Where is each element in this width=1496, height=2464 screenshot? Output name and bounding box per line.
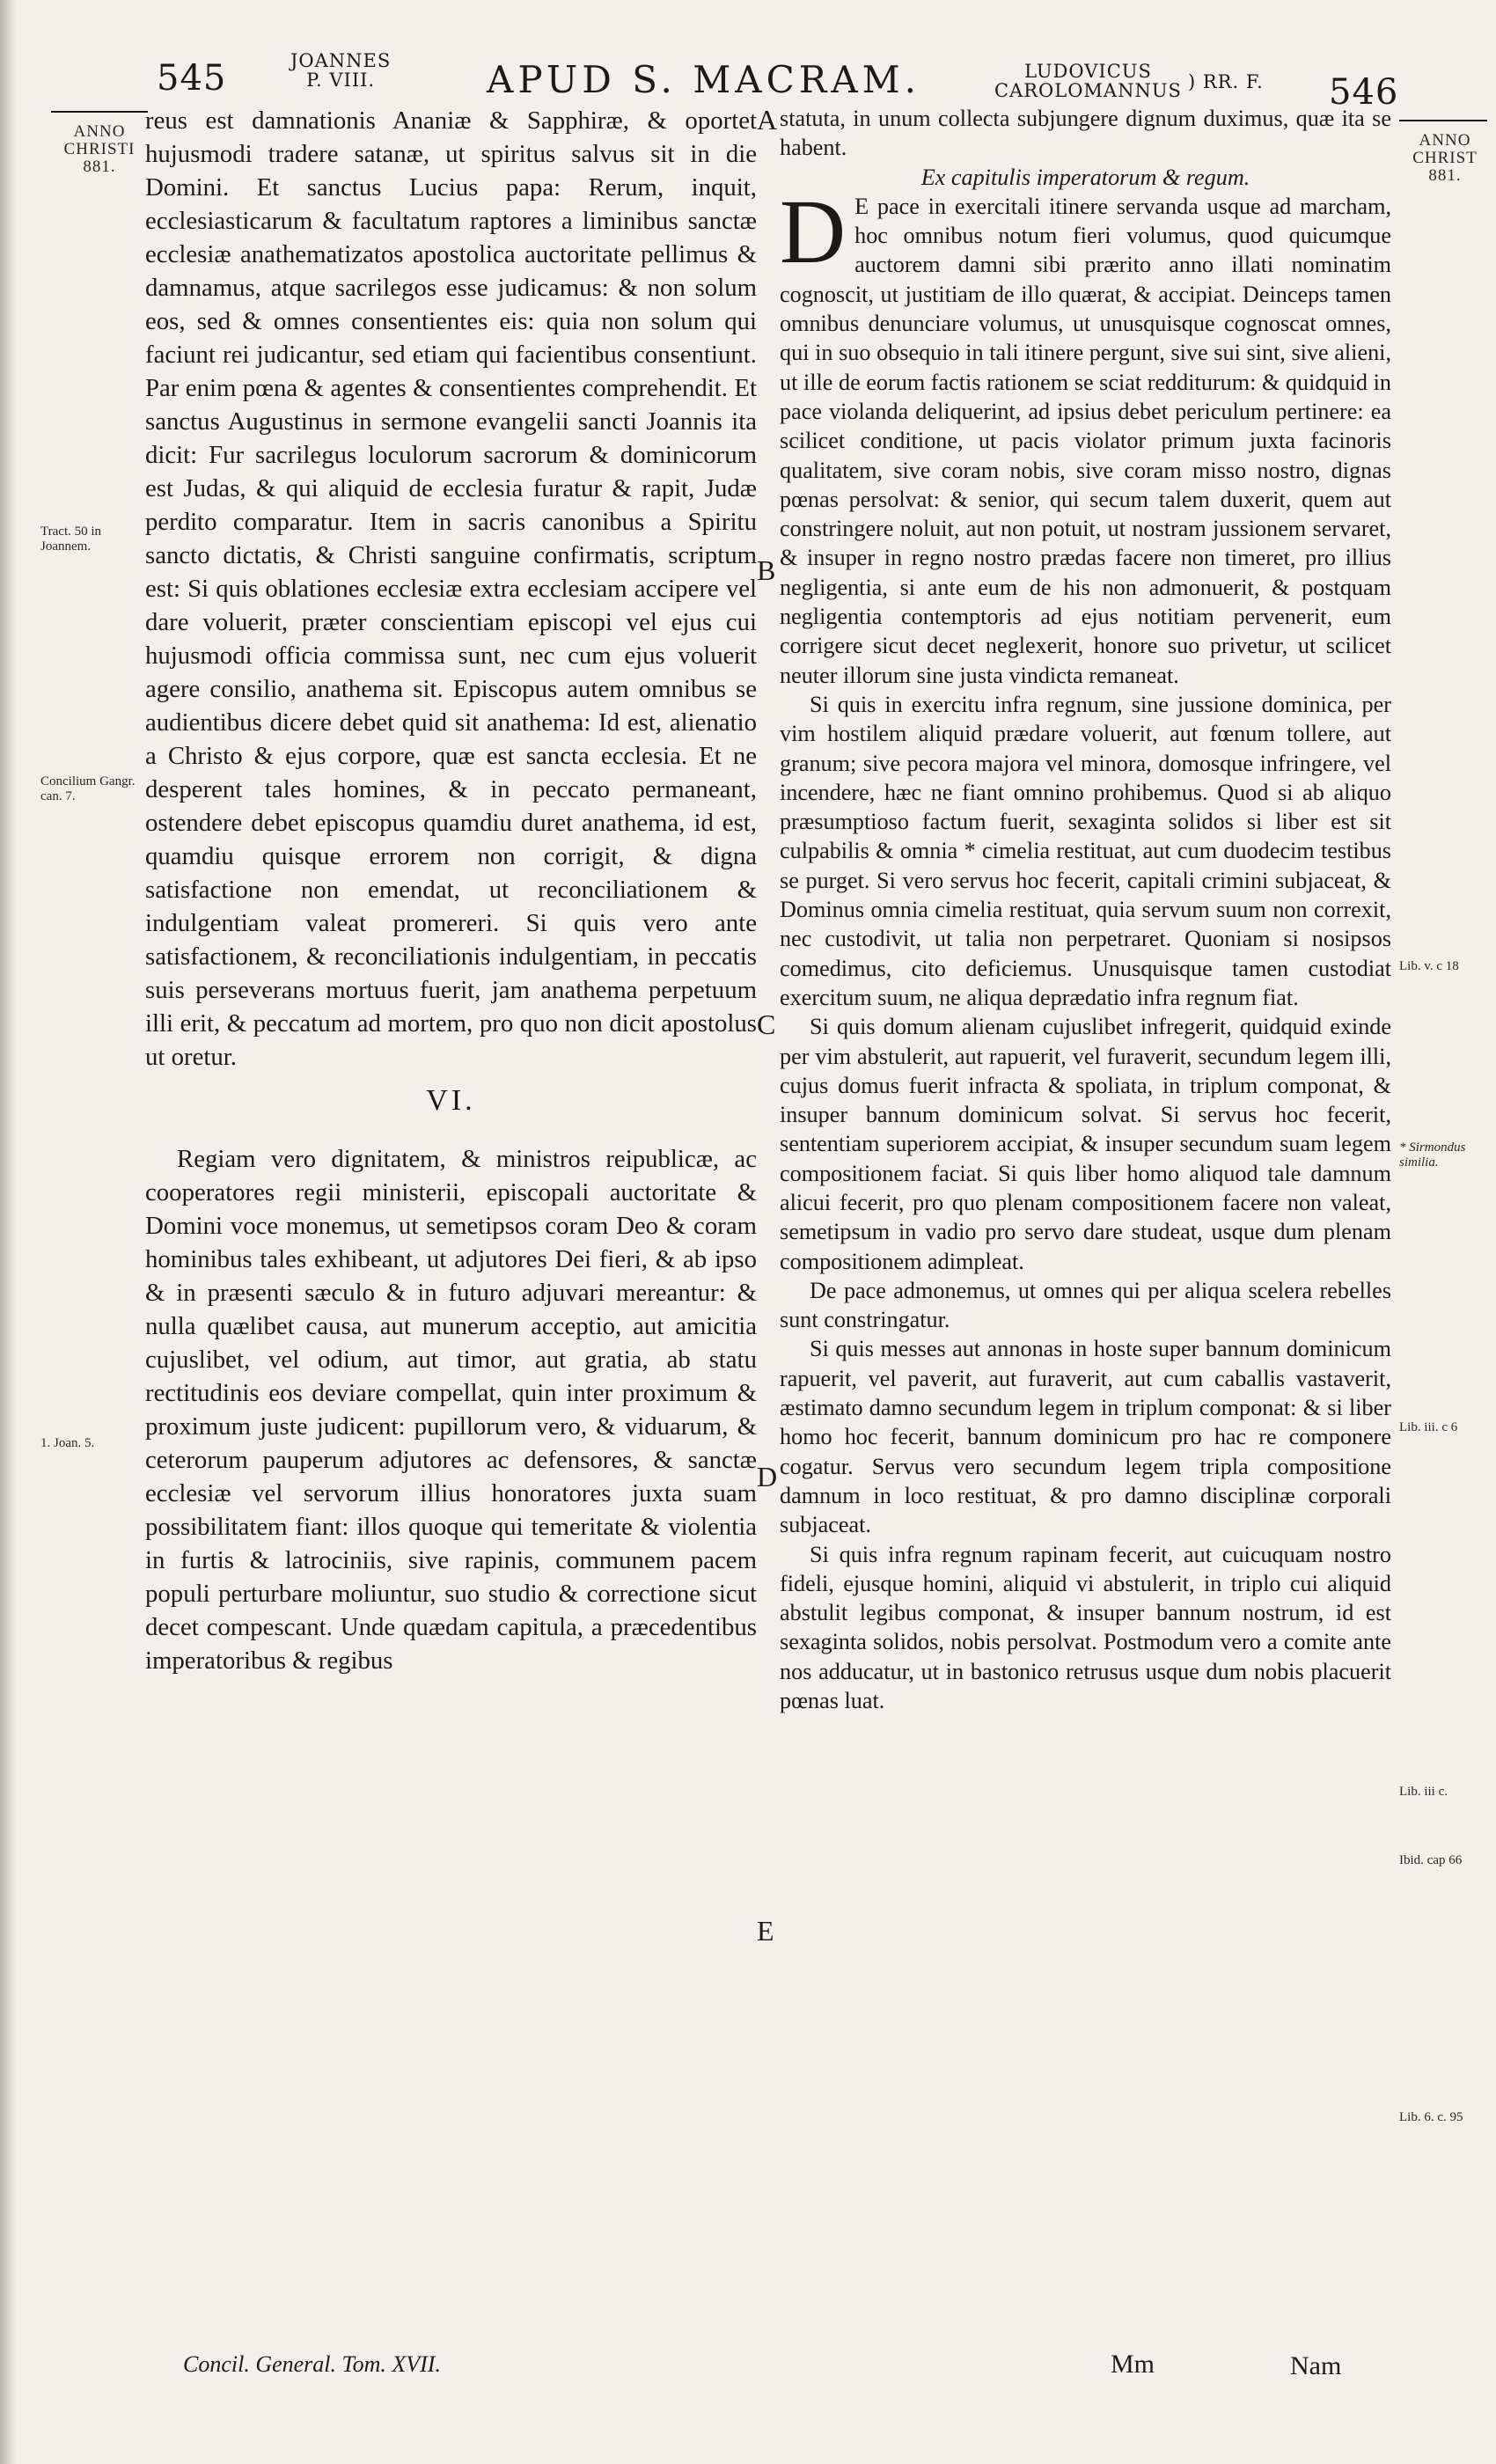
section-letter-b: B	[757, 554, 776, 586]
section-letter-c: C	[757, 1008, 776, 1040]
right-anno-rule	[1399, 120, 1487, 121]
margin-note-lib-iii-6: Lib. iii. c 6	[1399, 1420, 1458, 1434]
right-paragraph-1	[780, 180, 1391, 690]
left-column	[145, 104, 757, 1677]
right-paragraph-0: statuta, in unum collecta subjungere dignum duximus, quæ ita se habent.	[780, 106, 1391, 161]
page-gutter-shadow	[0, 0, 16, 2464]
margin-note-lib-iii: Lib. iii c.	[1399, 1785, 1448, 1799]
right-paragraph-4: De pace admonemus, ut omnes qui per aliqua scelera rebelles sunt constringatur.	[780, 1277, 1391, 1333]
left-paragraph-2: Regiam vero dignitatem, & ministros reipublicæ, ac cooperatores regii ministerii, episcopali auctoritate & Domini voce monemus, ut semetipsos coram Deo & coram hominibus tales exhibeant, ut adjutores Dei fieri, & ab ipso & in præsenti sæculo & in futuro adjuvari mereantur: & nulla quælibet causa, aut munerum acceptio, aut amicitia cujuslibet, vel odium, aut timor, aut gratia, ab statu rectitudinis eos deviare compellat, quin inter proximum & proximum juste judicent: pupillorum vero, & viduarum, & ceterorum pauperum adjutores ac defensores, & sanctæ ecclesiæ vel servorum illius honoratores juxta suam possibilitatem fiant: illos quoque qui temeritate & violentia in furtis & latrociniis, sive rapinis, communem pacem populi perturbare moliuntur, suo studio & correctione sicut decet compescant. Unde quædam capitula, a præcedentibus imperatoribus & regibus	[145, 1145, 757, 1675]
right-page-number: 546	[1329, 72, 1399, 113]
footer-volume-reference: Concil. General. Tom. XVII.	[183, 2351, 441, 2377]
margin-note-lib-v: Lib. v. c 18	[1399, 959, 1459, 973]
right-paragraph-5: Si quis messes aut annonas in hoste super bannum dominicum rapuerit, vel paverit, aut furaverit, aut cum caballis vastaverit, æstimato damno secundum legem in triplum componat: & si liber homo hoc fecerit, bannum dominicum pro hac re componere cogatur. Servus vero secundum legem tripla compositione damnum in loco restituat, & pro damno disciplinæ corporali subjaceat.	[780, 1336, 1391, 1538]
left-anno-christi: ANNO CHRISTI 881.	[63, 122, 136, 176]
margin-note-joan: 1. Joan. 5.	[40, 1436, 95, 1450]
right-running-head: LUDOVICUS CAROLOMANNUS	[994, 61, 1182, 101]
margin-note-tract: Tract. 50 in Joannem.	[40, 524, 102, 554]
section-letter-d: D	[757, 1461, 778, 1492]
margin-note-concilium: Concilium Gangr. can. 7.	[40, 774, 136, 803]
catchword: Nam	[1290, 2351, 1342, 2380]
drop-capital: D	[780, 180, 847, 282]
italic-heading: Ex capitulis imperatorum & regum.	[920, 164, 1250, 190]
right-paragraph-6: Si quis infra regnum rapinam fecerit, aut cuicuquam nostro fideli, ejusque homini, aliquid vi abstulerit, in triplo cui aliquid abstulit legibus componat, & insuper bannum nostrum, id est sexaginta solidos, nobis persolvat. Postmodum vero a comite ante nos adducatur, ut in bastonico retrusus usque dum nobis placuerit pœnas luat.	[780, 1541, 1391, 1714]
right-running-head-suffix: ) RR. F.	[1188, 71, 1264, 92]
margin-note-lib-6: Lib. 6. c. 95	[1399, 2110, 1463, 2124]
right-anno-christi: ANNO CHRIST 881.	[1412, 131, 1478, 185]
margin-note-sirmondus: * Sirmondus similia.	[1399, 1140, 1466, 1170]
right-paragraph-2: Si quis in exercitu infra regnum, sine jussione dominica, per vim hostilem aliquid prædare voluerit, aut fœnum tollere, aut granum; sive pecora majora vel minora, domosque infringere, vel incendere, hæc ne fiant omnino prohibemus. Quod si ab aliquo præsumptioso factum fuerit, sexaginta solidos si liber est sit culpabilis & omnia * cimelia restituat, aut cum duodecim testibus se purget. Si vero servus hoc fecerit, capitali crimini subjaceat, & Dominus omnia cimelia restituat, quia servum suum non correxit, nec custodivit, ut talia non perpetraret. Quoniam si nosipsos comedimus, cito deficiemus. Unusquisque tamen custodiat exercitum suum, ne aliqua deprædatio infra regnum fiat.	[780, 691, 1391, 1010]
page-title: APUD S. MACRAM.	[487, 58, 921, 101]
left-paragraph-1: reus est damnationis Ananiæ & Sapphiræ, & oportet hujusmodi tradere satanæ, ut spiritus salvus sit in die Domini. Et sanctus Lucius papa: Rerum, inquit, ecclesiasticarum & facultatum raptores a liminibus sanctæ ecclesiæ anathematizatos apostolica auctoritate pellimus & damnamus, atque sacrilegos esse judicamus: & non solum eos, sed & omnes consentientes eis: quia non solum qui faciunt rei judicantur, sed etiam qui facientibus consentiunt. Par enim pœna & agentes & consentientes comprehendit. Et sanctus Augustinus in sermone evangelii sancti Joannis ita dicit: Fur sacrilegus loculorum sacrorum & dominicorum est Judas, & qui aliquid de ecclesia furatur & rapit, Judæ perdito comparatur. Item in sacris canonibus a Spiritu sancto dictatis, & Christi sanguine confirmatis, scriptum est: Si quis oblationes ecclesiæ extra ecclesiam accipere vel dare voluerit, præter conscientiam episcopi vel ejus cui hujusmodi officia commissa sunt, nec cum ejus voluerit agere consilio, anathema sit. Episcopus autem omnibus se audientibus dicere debet quid sit anathema: Id est, alienatio a Christo & ejus corpore, quæ est sancta ecclesia. Et ne desperent tales homines, & in peccato permaneant, ostendere debet episcopus quamdiu duret anathema, id est, quamdiu quisque errorem non corrigit, & digna satisfactione non emendat, ut reconciliationem & indulgentiam valeat promereri. Si quis vero ante satisfactionem, & reconciliationis indulgentiam, in peccatis suis perseverans mortuus fuerit, jam anathema perpetuum illi erit, & peccatum ad mortem, pro quo non dicit apostolus ut oretur.	[145, 106, 757, 1071]
section-letter-a: A	[757, 104, 778, 136]
left-page-number: 545	[157, 58, 227, 99]
right-paragraph-1-text: E pace in exercitali itinere servanda usque ad marcham, hoc omnibus notum fieri volumus, quod quicumque auctorem damni sibi prærito anno illati nominatim cognoscit, ut justitiam de illo quærat, & accipiat. Deinceps tamen omnibus denunciare volumus, ut unusquisque cognoscat omnes, qui in suo obsequio in tali itinere pergunt, sive sui sint, sive alieni, ut ille de eorum factis rationem se sciat redditurum: & quidquid in pace violanda deliquerint, ad ipsius debet periculum pertinere: ea scilicet conditione, ut pacis violator primum juxta facinoris qualitatem, sive coram nobis, sive coram misso nostro, dignas pœnas persolvat: & senior, qui secum talem duxerit, quem aut constringere noluit, aut non potuit, ut nostram jussionem servaret, & insuper in regno nostro prædas facere non timeret, pro illius negligentia, si ante eum de his non admonuerit, & postquam negligentia contemptoris ad ejus notitiam pervenerit, eum corrigere sicut decet neglexerit, honore suo privetur, ut scilicet neuter illorum sine justa vindicta remaneat.	[780, 193, 1391, 688]
right-paragraph-3: Si quis domum alienam cujuslibet infregerit, quidquid exinde per vim abstulerit, aut rapuerit, vel furaverit, secundum legem illi, cujus domus fuerit infracta & spoliata, in triplum componat, & insuper bannum dominicum solvat. Si servus hoc fecerit, sententiam superiorem accipiat, & insuper secundum suam legem compositionem faciat. Si quis liber homo aliquod tale damnum alicui fecerit, pro quo plenam compositionem facere non valeat, semetipsum in vadio pro servo dare studeat, usque dum plenam compositionem adimpleat.	[780, 1014, 1391, 1274]
margin-note-ibid: Ibid. cap 66	[1399, 1853, 1463, 1867]
section-heading-vi: VI.	[426, 1084, 476, 1117]
signature-mark: Mm	[1111, 2350, 1155, 2379]
left-running-head: JOANNES P. VIII.	[290, 50, 392, 91]
section-letter-e: E	[757, 1915, 774, 1947]
left-anno-rule	[51, 111, 148, 113]
right-column	[780, 104, 1391, 1715]
